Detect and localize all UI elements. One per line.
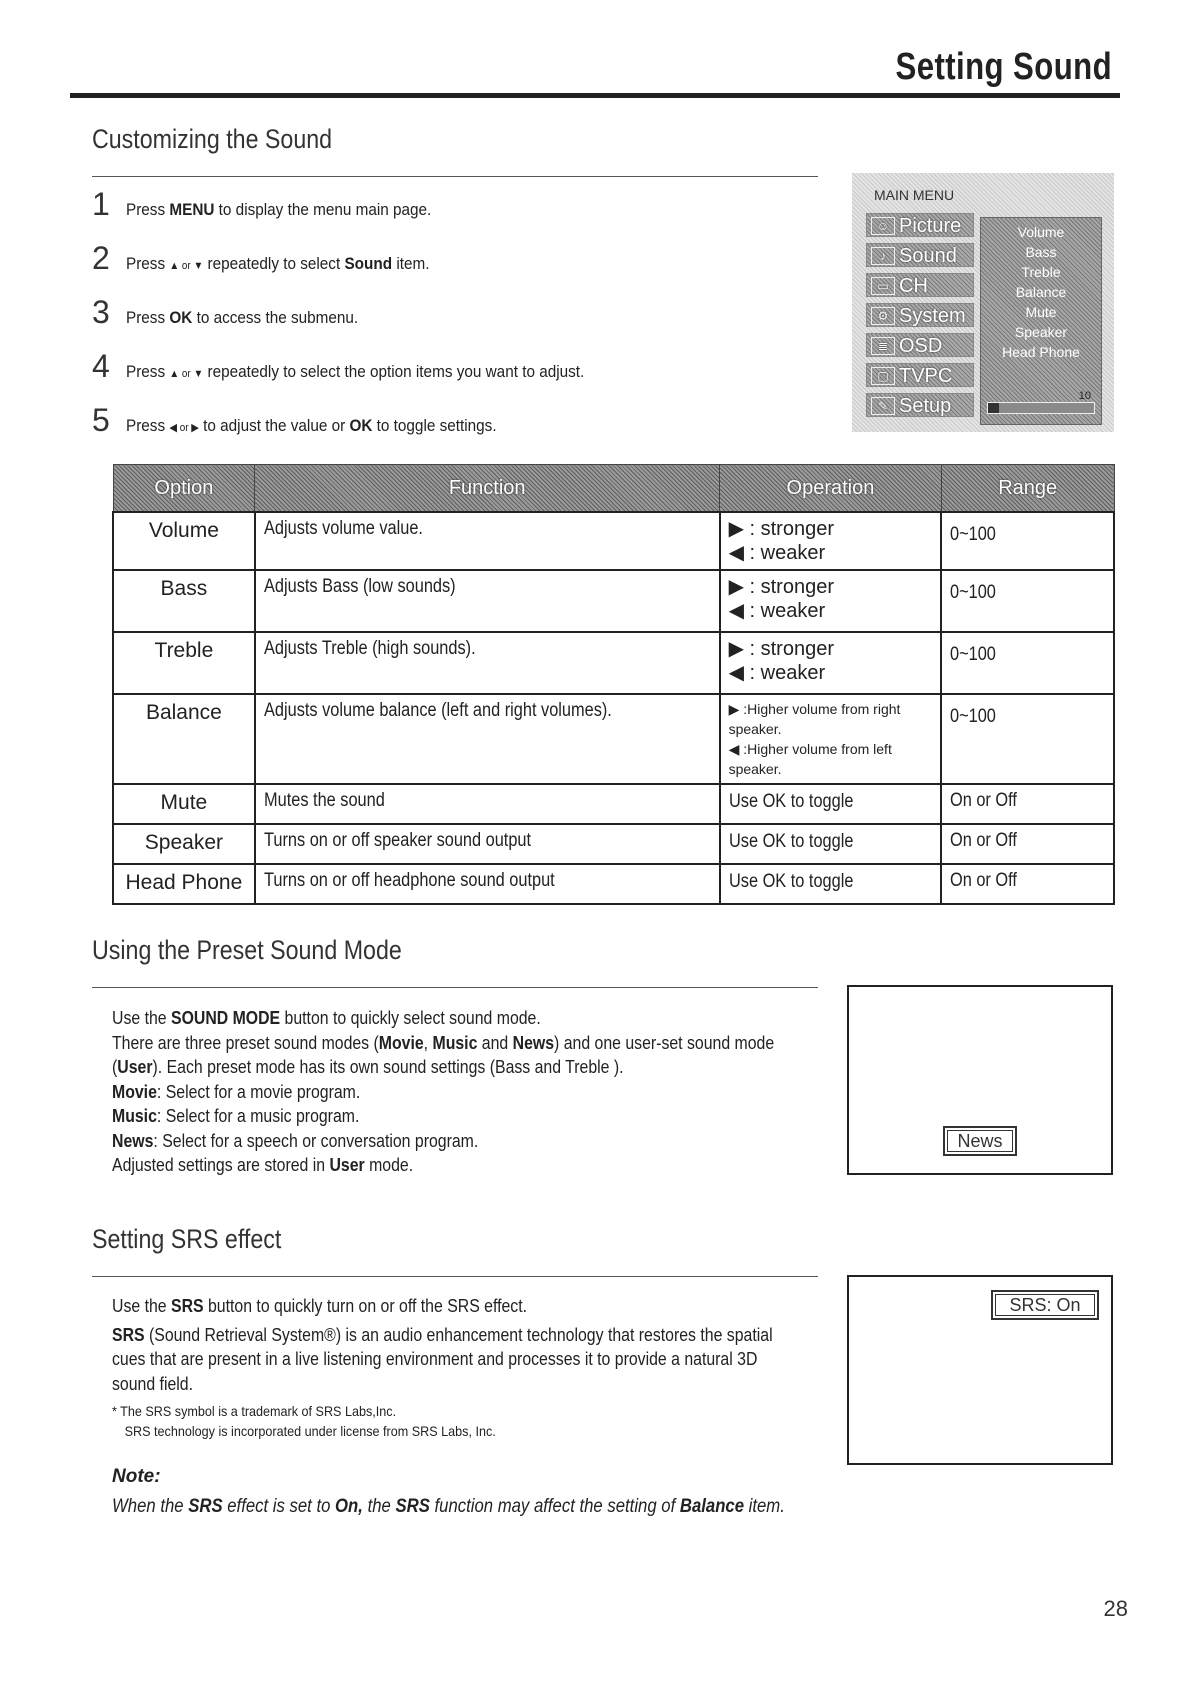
osd-menu-title: MAIN MENU — [874, 187, 955, 203]
sound-mode-label: News — [943, 1126, 1017, 1156]
table-header-row — [113, 465, 1114, 513]
step-number: 2 — [92, 240, 110, 276]
submenu-item: Mute — [1025, 304, 1057, 320]
srs-status-label: SRS: On — [991, 1290, 1099, 1320]
section-rule — [92, 987, 818, 988]
note-text: When the SRS effect is set to On, the SRS function may affect the setting of Balance item. — [112, 1496, 785, 1517]
submenu-item: Balance — [1015, 284, 1067, 300]
osd-sound-submenu — [980, 217, 1102, 425]
left-right-arrow-icon: ◀ or ▶ — [169, 422, 199, 434]
submenu-item: Speaker — [1014, 324, 1068, 340]
osd-main-menu — [852, 173, 1114, 432]
osd-item-system: ⚙ System — [866, 303, 974, 327]
up-down-arrow-icon: ▲ or ▼ — [169, 260, 204, 272]
table-row: Volume Adjusts volume value. ▶ : stronger ◀ : weaker 0~100 — [113, 512, 1114, 570]
osd-item-sound: ♪ Sound — [866, 243, 974, 267]
step-number: 3 — [92, 294, 110, 330]
sound-icon: ♪ — [871, 247, 895, 265]
submenu-item: Volume — [1017, 224, 1065, 240]
volume-value: 10 — [1078, 390, 1091, 402]
page-number: 28 — [1103, 1596, 1128, 1621]
header-function: Function — [255, 465, 720, 513]
system-icon: ⚙ — [871, 307, 895, 325]
tvpc-icon: ▢ — [871, 367, 895, 385]
submenu-item: Bass — [1025, 244, 1057, 260]
srs-description: Use the SRS button to quickly turn on or off the SRS effect. SRS (Sound Retrieval System®) is an audio enhancement technology that restores the spatial cues that are present in a live listening environment and processes it to provide a natural 3D sound field. — [112, 1296, 773, 1394]
sound-options-table — [112, 464, 1115, 905]
up-down-arrow-icon: ▲ or ▼ — [169, 368, 204, 380]
title-rule — [70, 93, 1120, 98]
table-row: Bass Adjusts Bass (low sounds) ▶ : stronger ◀ : weaker 0~100 — [113, 570, 1114, 632]
table-row: Balance Adjusts volume balance (left and right volumes). ▶ :Higher volume from right speaker. ◀ :Higher volume from left speaker. 0~100 — [113, 694, 1114, 784]
volume-bar — [987, 402, 1095, 414]
preset-mode-screen — [847, 985, 1113, 1175]
section-heading-customizing: Customizing the Sound — [92, 124, 333, 154]
page-title: Setting Sound — [895, 46, 1112, 88]
table-row: Mute Mutes the sound Use OK to toggle On or Off — [113, 784, 1114, 824]
srs-screen — [847, 1275, 1113, 1465]
step-number: 5 — [92, 402, 110, 438]
step-number: 4 — [92, 348, 110, 384]
osd-item-osd: ≣ OSD — [866, 333, 974, 357]
preset-description: Use the SOUND MODE button to quickly select sound mode. There are three preset sound modes (Movie, Music and News) and one user-set sound mode (User). Each preset mode has its own sound settings (Bass and Treble ). Movie: Select for a movie program. Music: Select for a music program. News: Select for a speech or conversation program. Adjusted settings are stored in User mode. — [112, 1008, 775, 1175]
osd-item-picture: ☺ Picture — [866, 213, 974, 237]
section-heading-srs: Setting SRS effect — [92, 1224, 282, 1254]
osd-item-setup: ✎ Setup — [866, 393, 974, 417]
table-row: Head Phone Turns on or off headphone sound output Use OK to toggle On or Off — [113, 864, 1114, 904]
volume-bar-fill — [988, 403, 999, 413]
header-operation: Operation — [720, 465, 942, 513]
table-row: Treble Adjusts Treble (high sounds). ▶ : stronger ◀ : weaker 0~100 — [113, 632, 1114, 694]
table-row: Speaker Turns on or off speaker sound output Use OK to toggle On or Off — [113, 824, 1114, 864]
section-rule — [92, 1276, 818, 1277]
osd-item-ch: ▭ CH — [866, 273, 974, 297]
osd-item-tvpc: ▢ TVPC — [866, 363, 974, 387]
header-option: Option — [113, 465, 255, 513]
submenu-item: Treble — [1021, 264, 1061, 280]
submenu-item: Head Phone — [1002, 344, 1080, 360]
note-label: Note: — [112, 1466, 161, 1487]
step-number: 1 — [92, 186, 110, 222]
osd-icon: ≣ — [871, 337, 895, 355]
setup-icon: ✎ — [871, 397, 895, 415]
picture-icon: ☺ — [871, 217, 895, 235]
section-rule — [92, 176, 818, 177]
srs-trademark-note: * The SRS symbol is a trademark of SRS Labs,Inc. SRS technology is incorporated under license from SRS Labs, Inc. — [112, 1403, 496, 1439]
ch-icon: ▭ — [871, 277, 895, 295]
header-range: Range — [941, 465, 1114, 513]
section-heading-preset: Using the Preset Sound Mode — [92, 935, 402, 965]
